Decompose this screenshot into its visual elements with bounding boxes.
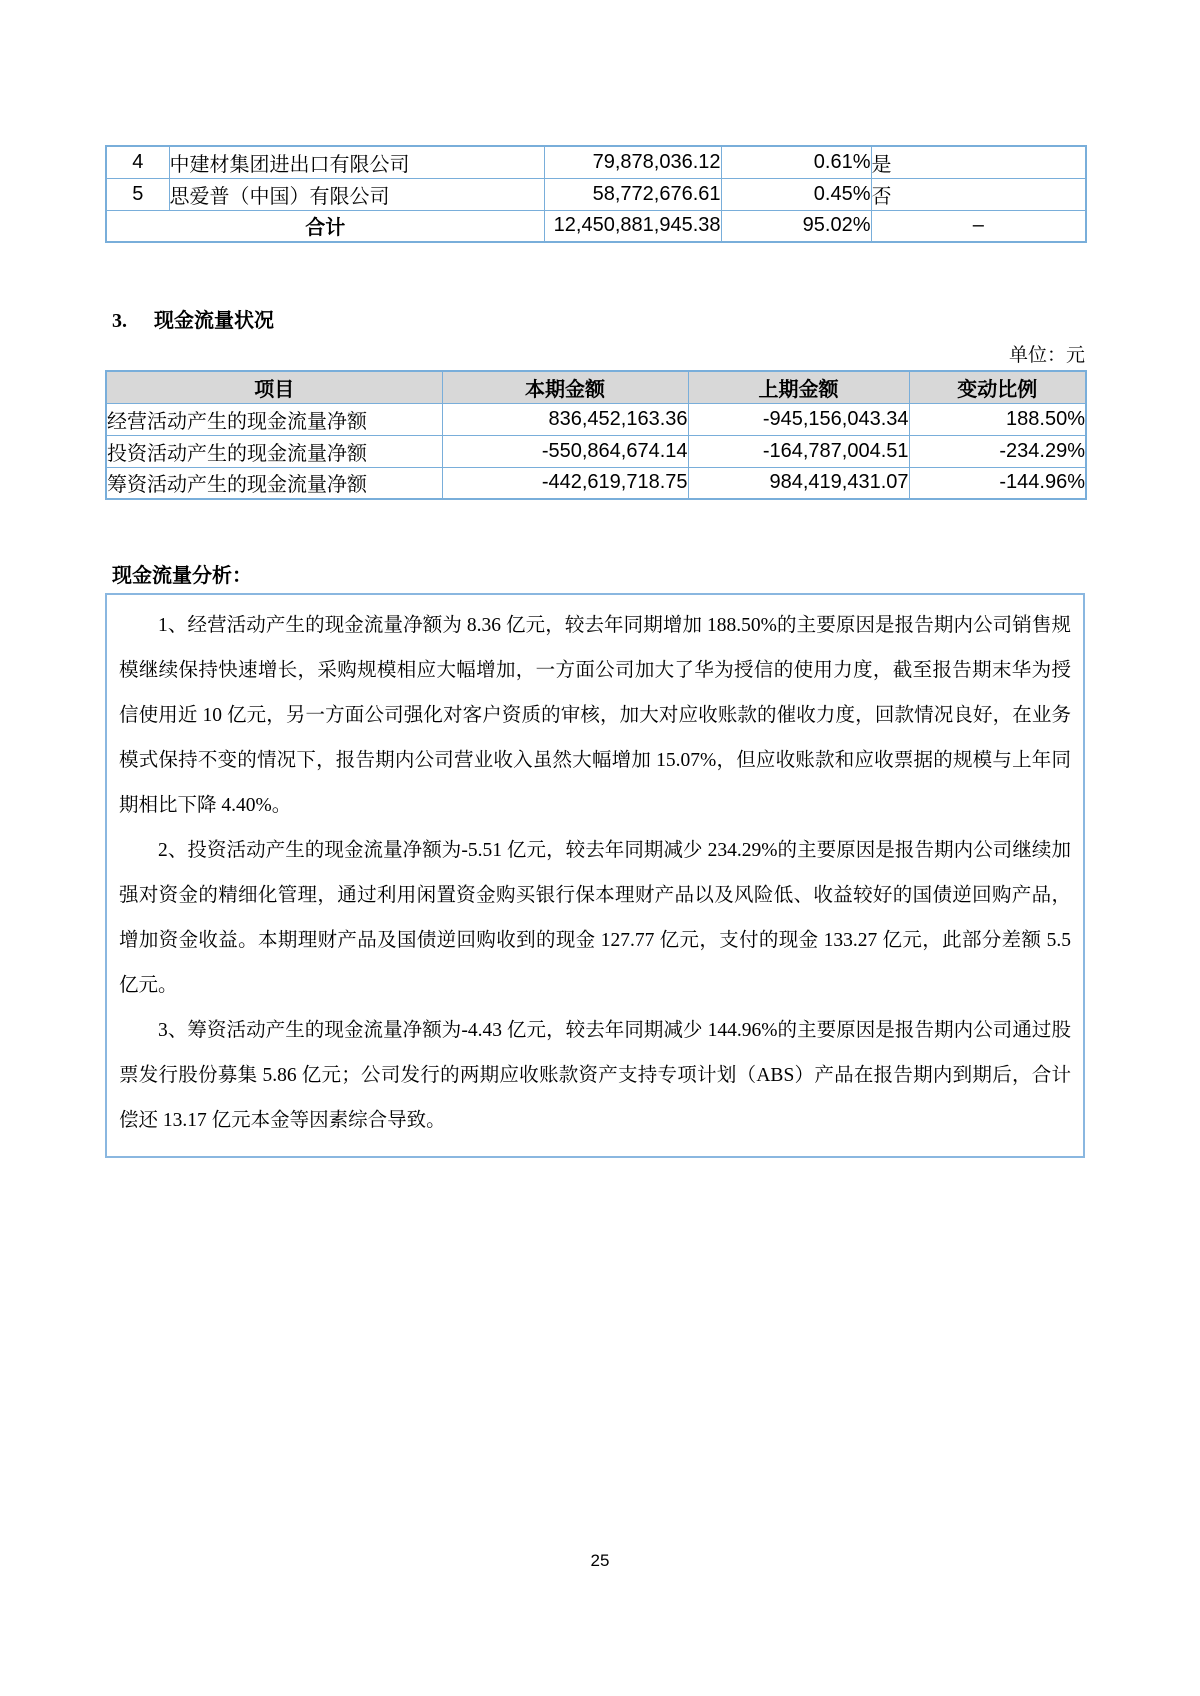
- table-total-row: [106, 210, 1086, 242]
- prior-amount: 984,419,431.07: [688, 467, 909, 499]
- suppliers-table: [105, 145, 1087, 243]
- change-percent: -234.29%: [909, 435, 1086, 467]
- cashflow-item: 筹资活动产生的现金流量净额: [106, 467, 442, 499]
- total-amount: 12,450,881,945.38: [544, 210, 721, 242]
- current-amount: 836,452,163.36: [442, 403, 688, 435]
- cashflow-item: 经营活动产生的现金流量净额: [106, 403, 442, 435]
- column-header-current: 本期金额: [442, 371, 688, 403]
- section-heading: [112, 304, 274, 333]
- row-index: 5: [106, 178, 169, 210]
- table-row: [106, 178, 1086, 210]
- total-label: 合计: [106, 210, 544, 242]
- column-header-change: 变动比例: [909, 371, 1086, 403]
- supplier-percent: 0.45%: [721, 178, 871, 210]
- row-index: 4: [106, 146, 169, 178]
- analysis-paragraph-financing: 3、筹资活动产生的现金流量净额为-4.43 亿元，较去年同期减少 144.96%的主要原因是报告期内公司通过股票发行股份募集 5.86 亿元；公司发行的两期应收账款资产支持专项计划（ABS）产品在报告期内到期后，合计偿还 13.17 亿元本金等因素综合导致。: [119, 1020, 1071, 1131]
- table-header-row: [106, 371, 1086, 403]
- supplier-percent: 0.61%: [721, 146, 871, 178]
- change-percent: -144.96%: [909, 467, 1086, 499]
- table-row: [106, 403, 1086, 435]
- cashflow-item: 投资活动产生的现金流量净额: [106, 435, 442, 467]
- supplier-name: 中建材集团进出口有限公司: [169, 146, 544, 178]
- current-amount: -550,864,674.14: [442, 435, 688, 467]
- page-number: 25: [590, 1551, 610, 1570]
- prior-amount: -945,156,043.34: [688, 403, 909, 435]
- supplier-flag: 是: [871, 146, 1086, 178]
- analysis-paragraph-operating: 1、经营活动产生的现金流量净额为 8.36 亿元，较去年同期增加 188.50%的主要原因是报告期内公司销售规模继续保持快速增长，采购规模相应大幅增加，一方面公司加大了华为授信的使用力度，截至报告期末华为授信使用近 10 亿元，另一方面公司强化对客户资质的审核，加大对应收账款的催收力度，回款情况良好，在业务模式保持不变的情况下，报告期内公司营业收入虽然大幅增加 15.07%，但应收账款和应收票据的规模与上年同期相比下降 4.40%。: [119, 615, 1071, 816]
- column-header-prior: 上期金额: [688, 371, 909, 403]
- supplier-flag: 否: [871, 178, 1086, 210]
- current-amount: -442,619,718.75: [442, 467, 688, 499]
- analysis-heading: 现金流量分析：: [112, 565, 252, 587]
- prior-amount: -164,787,004.51: [688, 435, 909, 467]
- total-flag: –: [871, 210, 1086, 242]
- total-percent: 95.02%: [721, 210, 871, 242]
- supplier-amount: 79,878,036.12: [544, 146, 721, 178]
- section-title: 现金流量状况: [154, 310, 274, 332]
- table-row: [106, 146, 1086, 178]
- cashflow-table: [105, 370, 1087, 500]
- section-number: 3.: [112, 310, 127, 332]
- supplier-amount: 58,772,676.61: [544, 178, 721, 210]
- analysis-paragraph-investing: 2、投资活动产生的现金流量净额为-5.51 亿元，较去年同期减少 234.29%的主要原因是报告期内公司继续加强对资金的精细化管理，通过利用闲置资金购买银行保本理财产品以及风险低、收益较好的国债逆回购产品，增加资金收益。本期理财产品及国债逆回购收到的现金 127.77 亿元，支付的现金 133.27 亿元，此部分差额 5.5 亿元。: [119, 840, 1071, 996]
- supplier-name: 思爱普（中国）有限公司: [169, 178, 544, 210]
- column-header-item: 项目: [106, 371, 442, 403]
- change-percent: 188.50%: [909, 403, 1086, 435]
- table-row: [106, 467, 1086, 499]
- table-row: [106, 435, 1086, 467]
- analysis-box: [105, 593, 1085, 1158]
- unit-note: 单位：元: [1008, 345, 1085, 366]
